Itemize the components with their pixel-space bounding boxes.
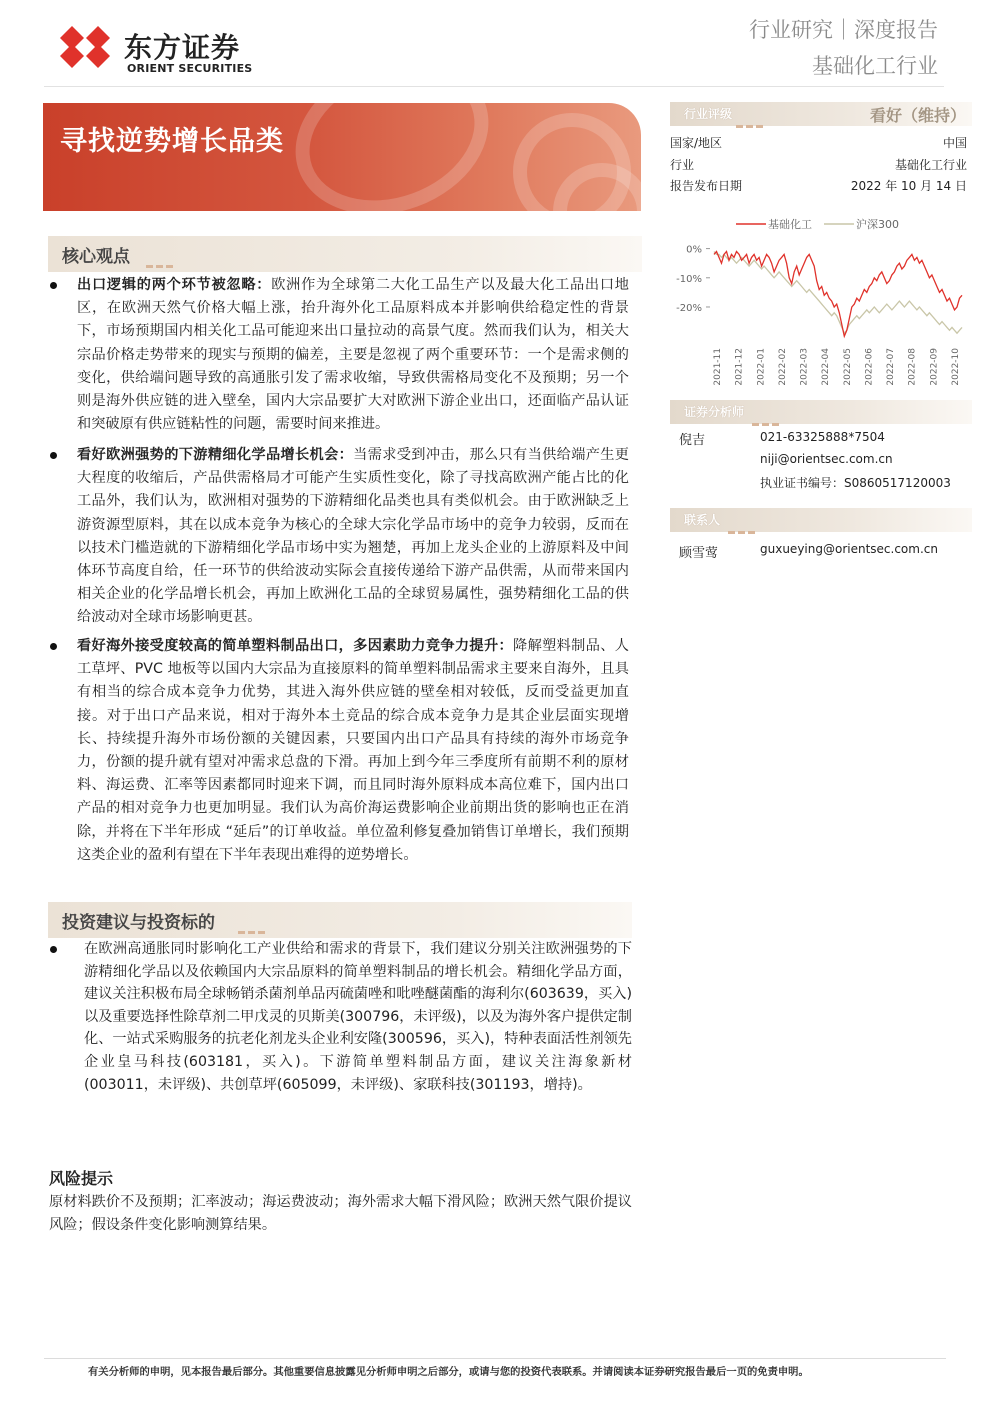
point-text: 当需求受到冲击，那么只有当供给端产生更大程度的收缩后，产品供需格局才可能产生实质性变化，除了寻找高欧洲产能占比的化工品外，我们认为，欧洲相对强势的下游精细化品类也具有类似机会。由于欧洲缺乏上游资源型原料，其在以成本竞争为核心的全球大宗化学品市场中的竞争力较弱，反而在以技术门槛造就的下游精细化学品市场中实为翘楚，再加上龙头企业的上游原料及中间体环节高度自给，任一环节的供给波动实际会直接传递给下游产品供需，从而带来国内相关企业的化学品增长机会，再加上欧洲化工品的全球贸易属性，强势精细化工品的供给波动对全球市场影响更甚。 (77, 447, 629, 626)
bullet-icon (50, 282, 57, 289)
header-divider (44, 86, 944, 87)
x-tick-label: 2022-03 (799, 348, 810, 386)
x-tick-label: 2022-05 (842, 348, 853, 386)
section-title: 投资建议与投资标的 (62, 913, 215, 933)
y-tick-label: -20% (676, 302, 702, 314)
y-tick-label: -10% (676, 273, 702, 285)
banner-decoration (274, 103, 511, 211)
analyst-phone: 021-63325888*7504 (760, 430, 885, 444)
legend-label: 沪深300 (856, 218, 899, 231)
x-tick-label: 2022-10 (951, 348, 961, 386)
brand-name-cn: 东方证券 (124, 31, 241, 64)
bullet-icon (50, 643, 57, 650)
info-key: 国家/地区 (670, 136, 723, 150)
contact-email[interactable]: guxueying@orientsec.com.cn (760, 542, 938, 556)
report-type: 行业研究｜深度报告 (749, 18, 938, 42)
section-header-investment (48, 902, 632, 938)
point-lead: 看好欧洲强势的下游精细化学品增长机会： (77, 447, 354, 463)
x-tick-label: 2021-12 (734, 348, 745, 386)
contact-name: 顾雪莺 (679, 546, 719, 561)
x-tick-label: 2022-08 (907, 348, 918, 386)
section-header-core-view (48, 236, 642, 272)
x-tick-label: 2021-11 (713, 348, 723, 386)
info-value: 中国 (942, 136, 967, 150)
x-tick-label: 2022-09 (929, 348, 940, 386)
investment-text: 在欧洲高通胀同时影响化工产业供给和需求的背景下，我们建议分别关注欧洲强势的下游精细化学品以及依赖国内大宗品原料的简单塑料制品的增长机会。精细化学品方面，建议关注积极布局全球畅销杀菌剂单品丙硫菌唑和吡唑醚菌酯的海利尔(603639，买入) 以及重要选择性除草剂二甲戊灵的贝斯美(300796，未评级)，以及为海外客户提供定制化、一站式采购服务的抗老化剂龙头企业利安隆(300596，买入)，特种表面活性剂领先企业皇马科技(603181，买入)。下游简单塑料制品方面，建议关注海象新材(003011，未评级)、共创草坪(605099，未评级)、家联科技(301193，增持)。 (84, 941, 632, 1093)
analyst-label: 证券分析师 (684, 405, 745, 419)
rating-value: 看好（维持） (869, 106, 966, 125)
footer-divider (44, 1358, 946, 1359)
point-text: 降解塑料制品、人工草坪、PVC 地板等以国内大宗品为直接原料的简单塑料制品需求主要来自海外，且具有相当的综合成本竞争力优势，其进入海外供应链的壁垒相对较低，反而受益更加直接。对于出口产品来说，相对于海外本土竞品的综合成本竞争力是其企业层面实现增长、持续提升海外市场份额的关键因素，只要国内出口产品具有持续的海外市场竞争力，份额的提升就有望对冲需求总盘的下滑。再加上到今年三季度所有前期不利的原材料、海运费、汇率等因素都同时迎来下调，而且同时海外原料成本高位难下，国内出口产品的相对竞争力也更加明显。我们认为高价海运费影响企业前期出货的影响也正在消除，并将在下半年形成 “延后”的订单收益。单位盈利修复叠加销售订单增长，我们预期这类企业的盈利有望在下半年表现出难得的逆势增长。 (77, 638, 629, 863)
x-tick-label: 2022-06 (864, 348, 875, 386)
rating-label: 行业评级 (684, 107, 733, 121)
x-tick-label: 2022-01 (756, 348, 767, 386)
point-lead: 看好海外接受度较高的简单塑料制品出口，多因素助力竞争力提升： (77, 638, 514, 654)
rating-bar (670, 102, 972, 126)
info-key: 行业 (670, 158, 695, 172)
info-key: 报告发布日期 (670, 179, 743, 193)
info-value: 2022 年 10 月 14 日 (850, 179, 967, 193)
x-tick-label: 2022-07 (886, 348, 897, 386)
point-lead: 出口逻辑的两个环节被忽略： (77, 277, 272, 293)
risk-text: 原材料跌价不及预期；汇率波动；海运费波动；海外需求大幅下滑风险；欧洲天然气限价提议风险；假设条件变化影响测算结果。 (49, 1194, 632, 1234)
section-dots (728, 519, 758, 538)
footer-disclaimer: 有关分析师的申明，见本报告最后部分。其他重要信息披露见分析师申明之后部分，或请与您的投资代表联系。并请阅读本证券研究报告最后一页的免责申明。 (88, 1366, 809, 1378)
bullet-icon (50, 946, 57, 953)
point-text: 欧洲作为全球第二大化工品生产以及最大化工品出口地区，在欧洲天然气价格大幅上涨，抬升海外化工品原料成本并影响供给稳定性的背景下，市场预期国内相关化工品可能迎来出口量拉动的高景气度。然而我们认为，相关大宗品价格走势带来的现实与预期的偏差，主要是忽视了两个重要环节：一个是需求侧的变化，供给端问题导致的高通胀引发了需求收缩，导致供需格局变化不及预期；另一个则是海外供应链的进入壁垒，国内大宗品要扩大对欧洲下游企业出口，还面临产品认证和突破原有供应链粘性的问题，需要时间来推进。 (77, 277, 629, 433)
y-tick-label: 0% (686, 244, 702, 256)
bullet-icon (50, 452, 57, 459)
x-tick-label: 2022-04 (821, 348, 832, 386)
analyst-cert: 执业证书编号：S0860517120003 (760, 476, 951, 490)
legend-label: 基础化工 (768, 218, 812, 231)
section-title: 核心观点 (62, 247, 130, 267)
core-point-1 (77, 274, 629, 436)
section-dots (752, 411, 782, 430)
section-dots (146, 253, 176, 272)
risk-heading: 风险提示 (49, 1169, 114, 1188)
title-banner (43, 103, 641, 211)
report-industry: 基础化工行业 (812, 54, 938, 78)
core-point-3 (77, 635, 629, 867)
core-point-2 (77, 444, 629, 630)
analyst-email[interactable]: niji@orientsec.com.cn (760, 452, 893, 466)
section-dots (238, 919, 268, 938)
orient-logo-icon (58, 24, 112, 70)
contact-label: 联系人 (684, 513, 721, 527)
info-value: 基础化工行业 (894, 158, 967, 172)
performance-chart (670, 208, 970, 390)
series-line (714, 252, 962, 334)
contact-bar (670, 508, 972, 532)
analyst-name: 倪吉 (679, 433, 706, 448)
section-dots (736, 113, 766, 132)
analyst-bar (670, 400, 972, 424)
x-tick-label: 2022-02 (777, 348, 788, 386)
report-title: 寻找逆势增长品类 (60, 126, 284, 157)
brand-name-en: ORIENT SECURITIES (127, 62, 253, 75)
